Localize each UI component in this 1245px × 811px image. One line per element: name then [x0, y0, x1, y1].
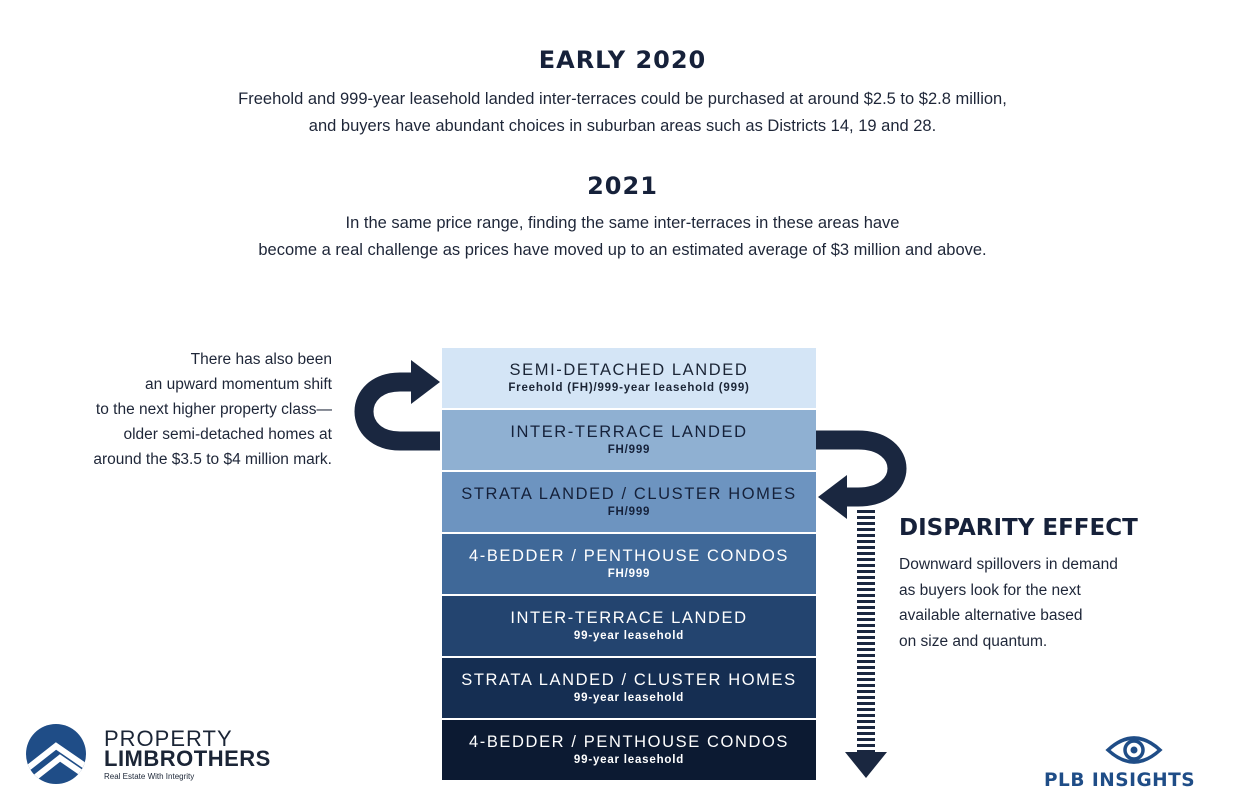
tier-title: INTER-TERRACE LANDED — [510, 609, 748, 627]
note-line: to the next higher property class— — [95, 401, 332, 418]
logo-text-limbrothers: LIMBROTHERS — [104, 746, 271, 771]
note-line: around the $3.5 to $4 million mark. — [93, 451, 332, 468]
section-line: become a real challenge as prices have moved up to an estimated average of $3 million and above. — [258, 241, 987, 259]
tier-subtitle: Freehold (FH)/999-year leasehold (999) — [508, 382, 750, 394]
disparity-line: on size and quantum. — [899, 632, 1048, 650]
upward-shift-arrowhead — [411, 360, 440, 404]
tier-title: STRATA LANDED / CLUSTER HOMES — [461, 671, 797, 689]
tier-subtitle: FH/999 — [607, 506, 651, 518]
section-line: In the same price range, finding the same inter-terraces in these areas have — [345, 214, 900, 232]
section-title-early-2020: EARLY 2020 — [538, 46, 707, 74]
section-title-2021: 2021 — [587, 172, 658, 200]
tier-title: 4-BEDDER / PENTHOUSE CONDOS — [468, 547, 790, 565]
disparity-effect-title: DISPARITY EFFECT — [899, 515, 1138, 541]
tier-block — [442, 658, 816, 718]
section-line: and buyers have abundant choices in suburban areas such as Districts 14, 19 and 28. — [308, 117, 937, 135]
eye-icon — [1104, 730, 1164, 770]
upward-shift-arrow — [364, 382, 440, 441]
tier-subtitle: 99-year leasehold — [573, 630, 685, 642]
tier-title: 4-BEDDER / PENTHOUSE CONDOS — [468, 733, 790, 751]
tier-block — [442, 472, 816, 532]
logo-text-plb-insights: PLB INSIGHTS — [1044, 770, 1196, 791]
tier-subtitle: 99-year leasehold — [573, 692, 685, 704]
tier-block — [442, 596, 816, 656]
upward-shift-note — [20, 347, 332, 472]
note-line: older semi-detached homes at — [123, 426, 332, 443]
plb-insights-logo — [1040, 728, 1220, 793]
tier-subtitle: FH/999 — [607, 444, 651, 456]
section-line: Freehold and 999-year leasehold landed inter-terraces could be purchased at around $2.5 to $2.8 million, — [238, 90, 1007, 108]
disparity-arrowhead — [845, 752, 887, 778]
tier-subtitle: FH/999 — [607, 568, 651, 580]
tier-subtitle: 99-year leasehold — [573, 754, 685, 766]
limbrothers-logo-icon — [26, 722, 90, 786]
disparity-line: available alternative based — [899, 607, 1083, 624]
note-line: an upward momentum shift — [145, 376, 332, 393]
downward-loop-arrowhead — [818, 475, 847, 519]
disparity-line: as buyers look for the next — [899, 581, 1081, 599]
downward-loop-arrow — [816, 440, 897, 497]
tier-title: STRATA LANDED / CLUSTER HOMES — [461, 485, 797, 503]
disparity-effect-body — [899, 552, 1118, 654]
property-class-stack — [442, 348, 816, 782]
tier-block — [442, 720, 816, 780]
note-line: There has also been — [190, 351, 332, 368]
logo-tagline: Real Estate With Integrity — [104, 772, 195, 781]
tier-title: INTER-TERRACE LANDED — [510, 423, 748, 441]
tier-title: SEMI-DETACHED LANDED — [509, 361, 749, 379]
tier-block — [442, 348, 816, 408]
tier-block — [442, 410, 816, 470]
tier-block — [442, 534, 816, 594]
property-limbrothers-logo — [26, 722, 286, 787]
logo-text-property: PROPERTY — [104, 726, 233, 751]
disparity-line: Downward spillovers in demand — [899, 556, 1118, 573]
